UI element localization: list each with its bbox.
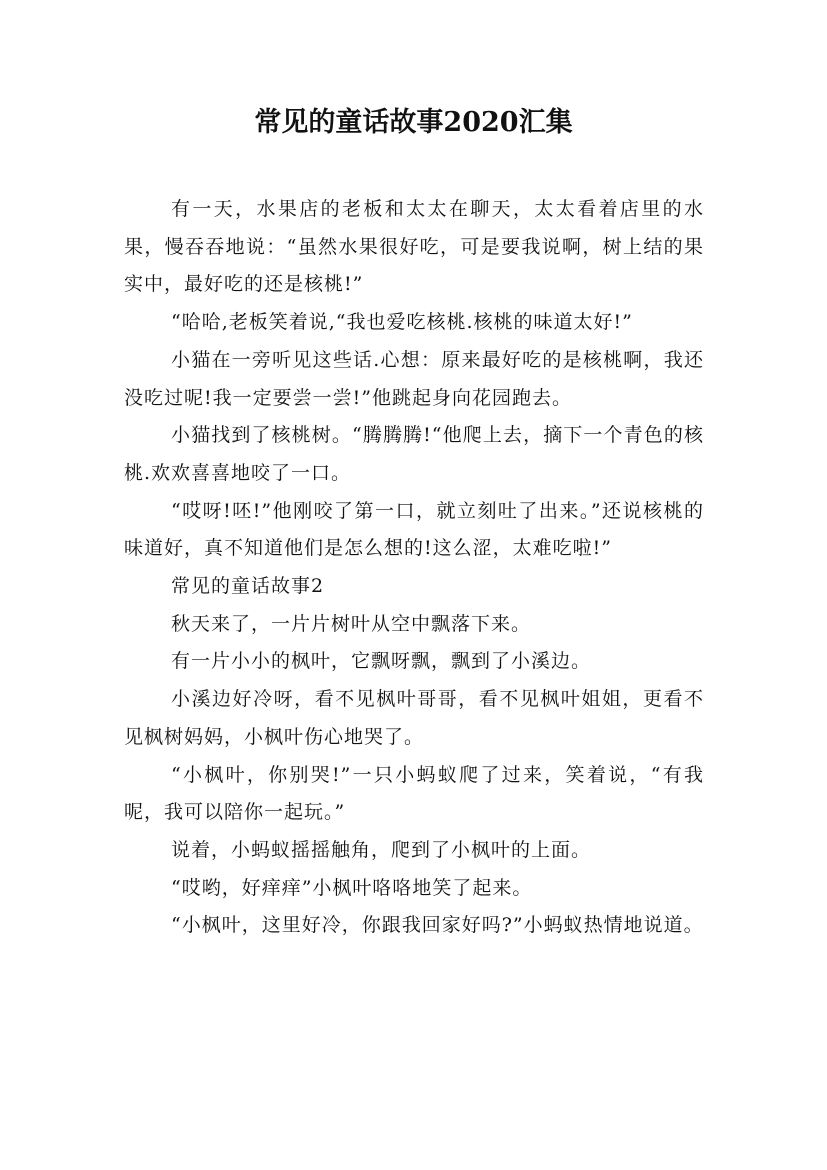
paragraph: 有一片小小的枫叶，它飘呀飘，飘到了小溪边。 — [171, 650, 592, 673]
paragraph: 说着，小蚂蚁摇摇触角，爬到了小枫叶的上面。 — [171, 838, 592, 861]
paragraph: “小枫叶，这里好冷，你跟我回家好吗?”小蚂蚁热情地说道。 — [171, 914, 704, 937]
paragraph: 有一天，水果店的老板和太太在聊天，太太看着店里的水果，慢吞吞地说：“虽然水果很好吃，可是要我说啊，树上结的果实中，最好吃的还是核桃!” — [124, 198, 704, 296]
section-heading: 常见的童话故事2 — [171, 575, 325, 598]
paragraph: 小猫在一旁听见这些话.心想：原来最好吃的是核桃啊，我还没吃过呢!我一定要尝一尝!”他跳起身向花园跑去。 — [124, 348, 704, 409]
paragraph: 小猫找到了核桃树。“腾腾腾!“他爬上去，摘下一个青色的核桃.欢欢喜喜地咬了一口。 — [124, 424, 704, 484]
paragraph: 秋天来了，一片片树叶从空中飘落下来。 — [171, 612, 532, 635]
document-body — [124, 191, 704, 945]
paragraph: 小溪边好冷呀，看不见枫叶哥哥，看不见枫叶姐姐，更看不见枫树妈妈，小枫叶伤心地哭了。 — [124, 688, 704, 748]
paragraph: “哈哈,老板笑着说,“我也爱吃核桃.核桃的味道太好!” — [171, 311, 633, 334]
document-title: 常见的童话故事2020汇集 — [254, 107, 573, 138]
paragraph: “小枫叶，你别哭!”一只小蚂蚁爬了过来，笑着说，“有我呢，我可以陪你一起玩。” — [124, 763, 704, 824]
paragraph: “哎哟，好痒痒”小枫叶咯咯地笑了起来。 — [171, 876, 533, 899]
paragraph: “哎呀!呸!”他刚咬了第一口，就立刻吐了出来。”还说核桃的味道好，真不知道他们是怎么想的!这么涩，太难吃啦!” — [124, 499, 704, 560]
